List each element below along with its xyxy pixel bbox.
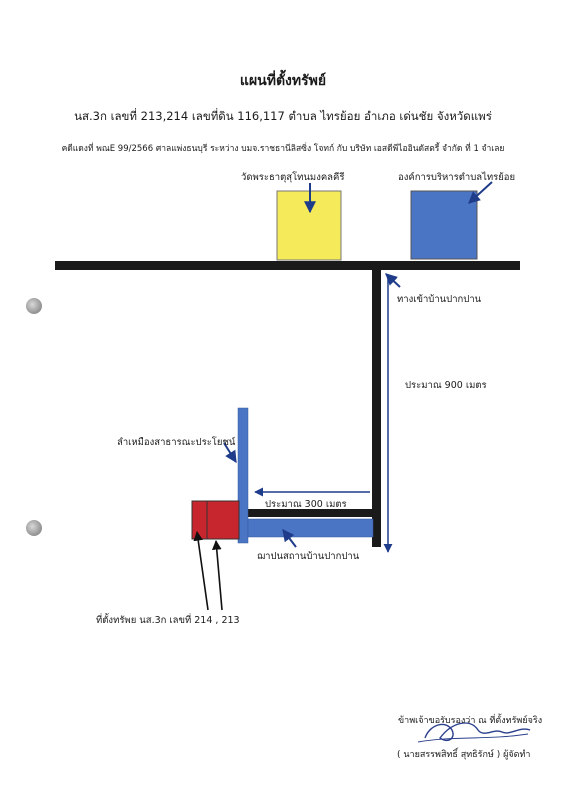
signer-name: ( นายสรรพสิทธิ์ สุทธิรักษ์ ) ผู้จัดทำ	[397, 750, 531, 760]
property-label: ที่ตั้งทรัพย นส.3ก เลขที่ 214 , 213	[96, 615, 240, 626]
crematorium-label: ฌาปนสถานบ้านปากปาน	[257, 551, 360, 562]
canal-label: ลำเหมืองสาธารณะประโยชน์	[117, 437, 236, 448]
certification-text: ข้าพเจ้าขอรับรองว่า ณ ที่ตั้งทรัพย์จริง	[398, 716, 543, 726]
village-road	[372, 270, 381, 547]
temple-label: วัดพระธาตุสุโทนมงคลคีรี	[241, 172, 345, 183]
distance-300-label: ประมาณ 300 เมตร	[265, 499, 347, 510]
signature-underline	[418, 734, 528, 742]
page-title: แผนที่ตั้งทรัพย์	[239, 73, 327, 89]
land-deed-subtitle: นส.3ก เลขที่ 213,214 เลขที่ดิน 116,117 ตำบล ไทรย้อย อำเภอ เด่นชัย จังหวัดแพร่	[74, 109, 492, 123]
case-number-line: คดีแดงที่ พณE 99/2566 ศาลแพ่งธนบุรี ระหว่าง บมจ.ราชธานีลิสซิ่ง โจทก์ กับ บริษัท เอสดีพีไออินดัสตรี้ จำกัด ที่ 1 จำเลย	[61, 144, 505, 154]
sao-label: องค์การบริหารตำบลไทรย้อย	[398, 172, 516, 183]
main-road	[55, 261, 520, 270]
sao-building	[411, 191, 477, 259]
property-arrow-213	[216, 541, 222, 610]
distance-900-label: ประมาณ 900 เมตร	[405, 380, 487, 391]
property-plot-213	[207, 501, 239, 539]
property-plot-214	[192, 501, 207, 539]
village-entrance-label: ทางเข้าบ้านปากปาน	[397, 294, 482, 305]
property-arrow-214	[197, 532, 208, 610]
crematorium-building	[248, 519, 373, 537]
